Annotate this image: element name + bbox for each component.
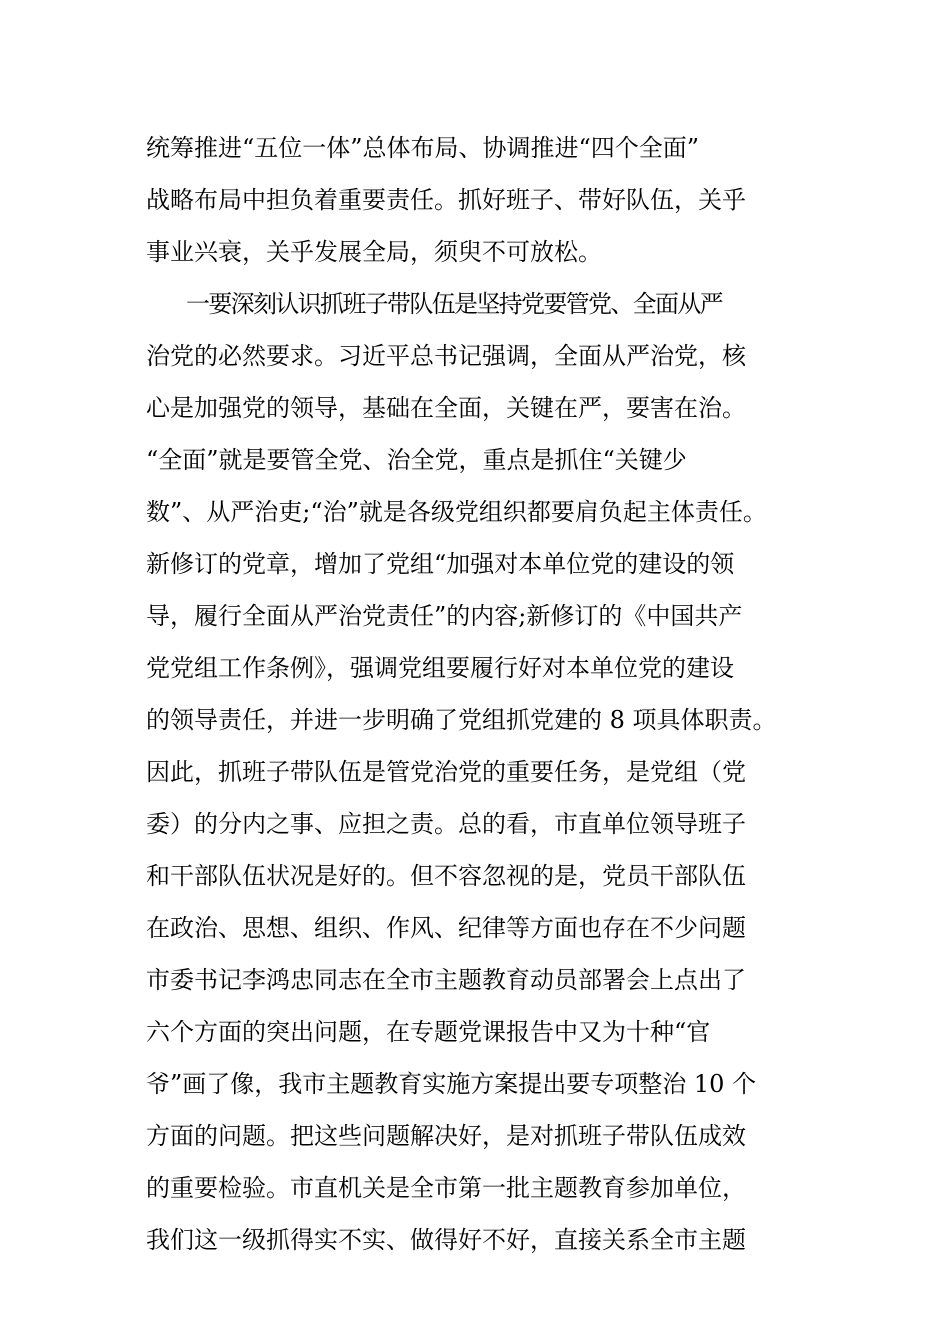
text-line: 心是加强党的领导，基础在全面，关键在严，要害在治。: [146, 394, 746, 422]
text-line: 和干部队伍状况是好的。但不容忽视的是，党员干部队伍: [146, 862, 746, 890]
text-line: “全面”就是要管全党、治全党，重点是抓住“关键少: [146, 446, 687, 474]
text-line: 数”、从严治吏;“治”就是各级党组织都要肩负起主体责任。: [146, 498, 767, 526]
text-line: 方面的问题。把这些问题解决好，是对抓班子带队伍成效: [146, 1122, 746, 1150]
text-line: 治党的必然要求。习近平总书记强调，全面从严治党，核: [146, 342, 746, 370]
text-line: 委）的分内之事、应担之责。总的看，市直单位领导班子: [146, 810, 746, 838]
text-line: 的重要检验。市直机关是全市第一批主题教育参加单位，: [146, 1174, 746, 1202]
text-line: 统筹推进“五位一体”总体布局、协调推进“四个全面”: [146, 134, 700, 162]
text-line: 因此，抓班子带队伍是管党治党的重要任务，是党组（党: [146, 758, 746, 786]
text-line: 新修订的党章，增加了党组“加强对本单位党的建设的领: [146, 550, 735, 578]
text-line: 的领导责任，并进一步明确了党组抓党建的 8 项具体职责。: [146, 706, 777, 734]
text-line: 党党组工作条例》，强调党组要履行好对本单位党的建设: [146, 654, 734, 682]
text-line: 在政治、思想、组织、作风、纪律等方面也存在不少问题: [146, 914, 746, 942]
paragraph-first-line: 一要深刻认识抓班子带队伍是坚持党要管党、全面从严: [186, 290, 722, 318]
text-line: 六个方面的突出问题，在专题党课报告中又为十种“官: [146, 1018, 711, 1046]
text-line: 战略布局中担负着重要责任。抓好班子、带好队伍，关乎: [146, 186, 746, 214]
text-line: 我们这一级抓得实不实、做得好不好，直接关系全市主题: [146, 1226, 746, 1254]
text-line: 市委书记李鸿忠同志在全市主题教育动员部署会上点出了: [146, 966, 746, 994]
text-line: 导，履行全面从严治党责任”的内容;新修订的《中国共产: [146, 602, 743, 630]
text-line: 爷”画了像，我市主题教育实施方案提出要专项整治 10 个: [146, 1070, 757, 1098]
text-line: 事业兴衰，关乎发展全局，须臾不可放松。: [146, 238, 602, 266]
